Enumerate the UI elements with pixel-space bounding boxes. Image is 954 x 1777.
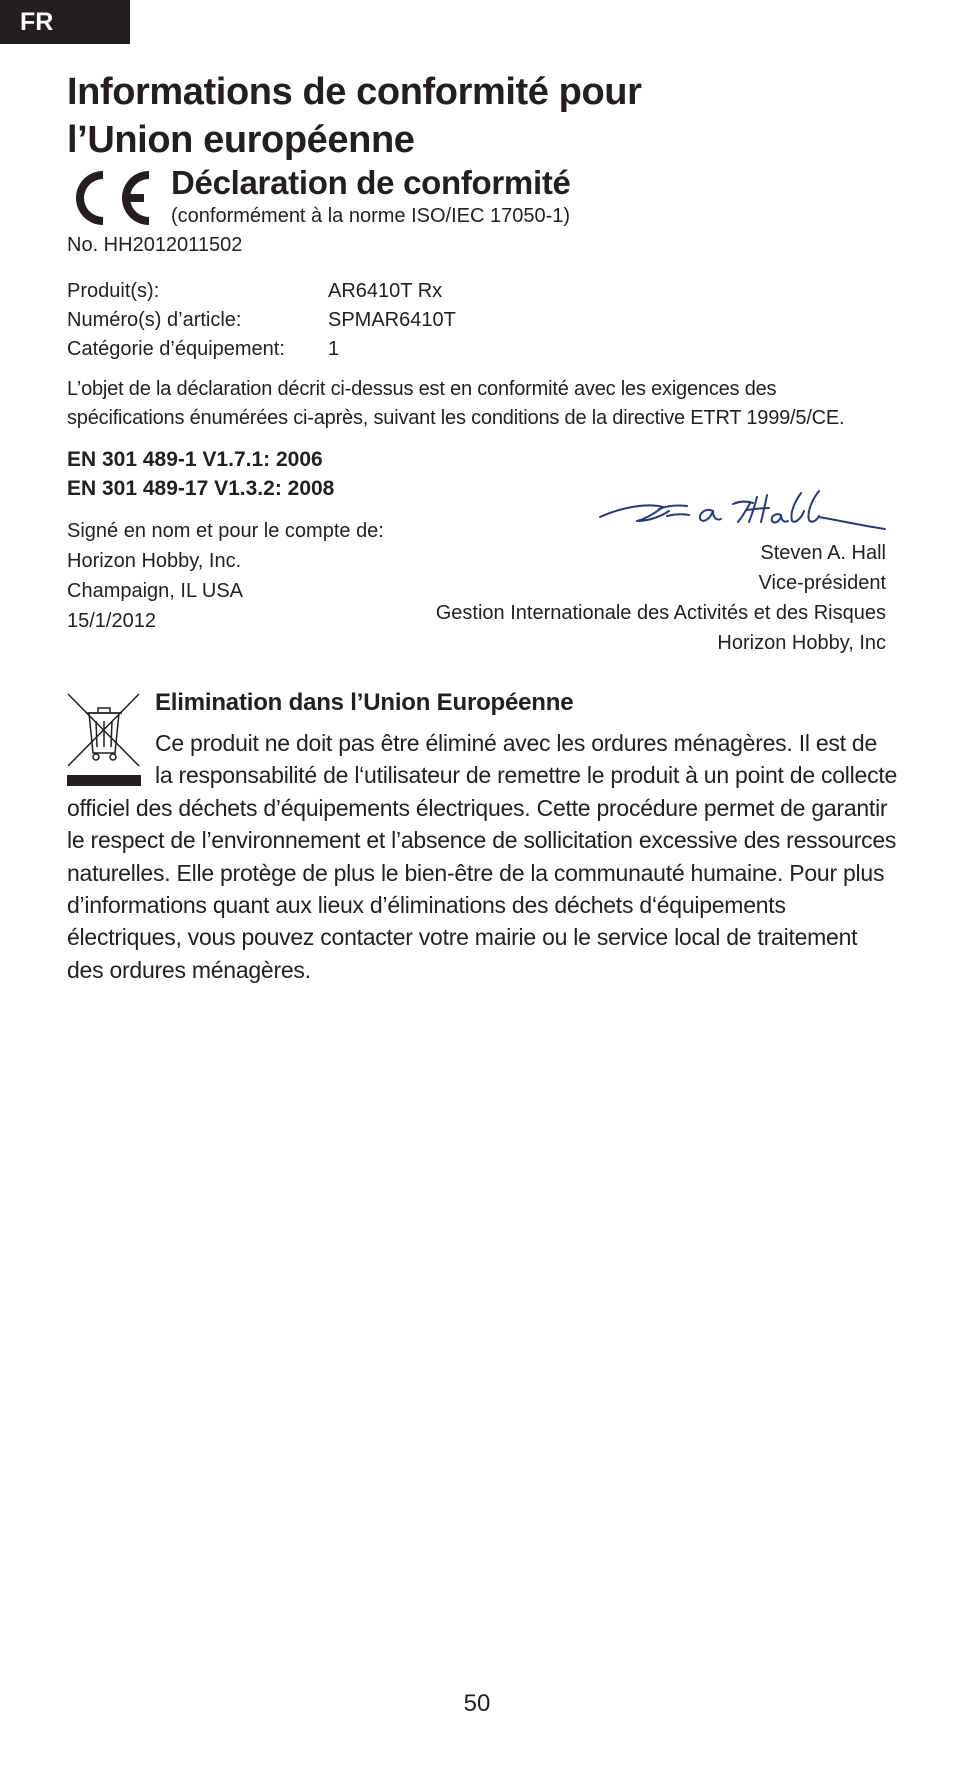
product-label: Produit(s): <box>67 280 160 302</box>
company-name: Horizon Hobby, Inc. <box>67 550 242 572</box>
declaration-subtitle: (conformément à la norme ISO/IEC 17050-1) <box>171 205 571 227</box>
article-number-value: SPMAR6410T <box>328 309 456 331</box>
product-row <box>67 277 456 306</box>
page-title: Informations de conformité pour l’Union européenne <box>67 71 642 161</box>
company-location: Champaign, IL USA <box>67 580 244 602</box>
standard-item: EN 301 489-1 V1.7.1: 2006 <box>67 448 323 471</box>
standard-item: EN 301 489-17 V1.3.2: 2008 <box>67 477 335 500</box>
declaration-title: Déclaration de conformité <box>171 164 571 201</box>
signed-for-block <box>67 516 384 636</box>
signer-name: Steven A. Hall <box>760 542 886 564</box>
equipment-category-label: Catégorie d’équipement: <box>67 338 285 360</box>
signer-title: Vice-président <box>758 572 886 594</box>
article-number-row <box>67 306 456 335</box>
language-tab: FR <box>0 0 130 44</box>
signer-company: Horizon Hobby, Inc <box>717 632 886 654</box>
icon-spacer <box>67 727 155 789</box>
equipment-category-row <box>67 335 456 364</box>
ce-mark-icon <box>66 168 156 228</box>
signature-date: 15/1/2012 <box>67 610 156 632</box>
conformity-statement: L’objet de la déclaration décrit ci-dessus est en conformité avec les exigences des spécifications énumérées ci-après, suivant les conditions de la directive ETRT 1999/5/CE. <box>67 378 845 429</box>
signer-department: Gestion Internationale des Activités et des Risques <box>435 602 886 624</box>
standards-list <box>67 445 334 503</box>
disposal-text-block <box>67 727 897 986</box>
declaration-number: No. HH2012011502 <box>67 234 243 256</box>
signature-image <box>597 487 887 535</box>
product-info <box>67 277 456 364</box>
page-number: 50 <box>463 1690 491 1717</box>
disposal-text: Ce produit ne doit pas être éliminé avec les ordures ménagères. Il est de la responsabilité de l‘utilisateur de remettre le produit à un point de collecte officiel des déchets d’équipements électriques. Cette procédure permet de garantir le respect de l’environnement et l’absence de sollicitation excessive des ressources naturelles. Elle protège de plus le bien-être de la communauté humaine. Pour plus d’informations quant aux lieux d’éliminations des déchets d‘équipements électriques, vous pouvez contacter votre mairie ou le service local de traitement des ordures ménagères. <box>67 730 897 983</box>
article-number-label: Numéro(s) d’article: <box>67 309 242 331</box>
equipment-category-value: 1 <box>328 338 340 360</box>
disposal-title: Elimination dans l’Union Européenne <box>155 689 574 716</box>
product-value: AR6410T Rx <box>328 280 443 302</box>
signer-block <box>436 538 886 658</box>
signed-for-line: Signé en nom et pour le compte de: <box>67 520 384 542</box>
